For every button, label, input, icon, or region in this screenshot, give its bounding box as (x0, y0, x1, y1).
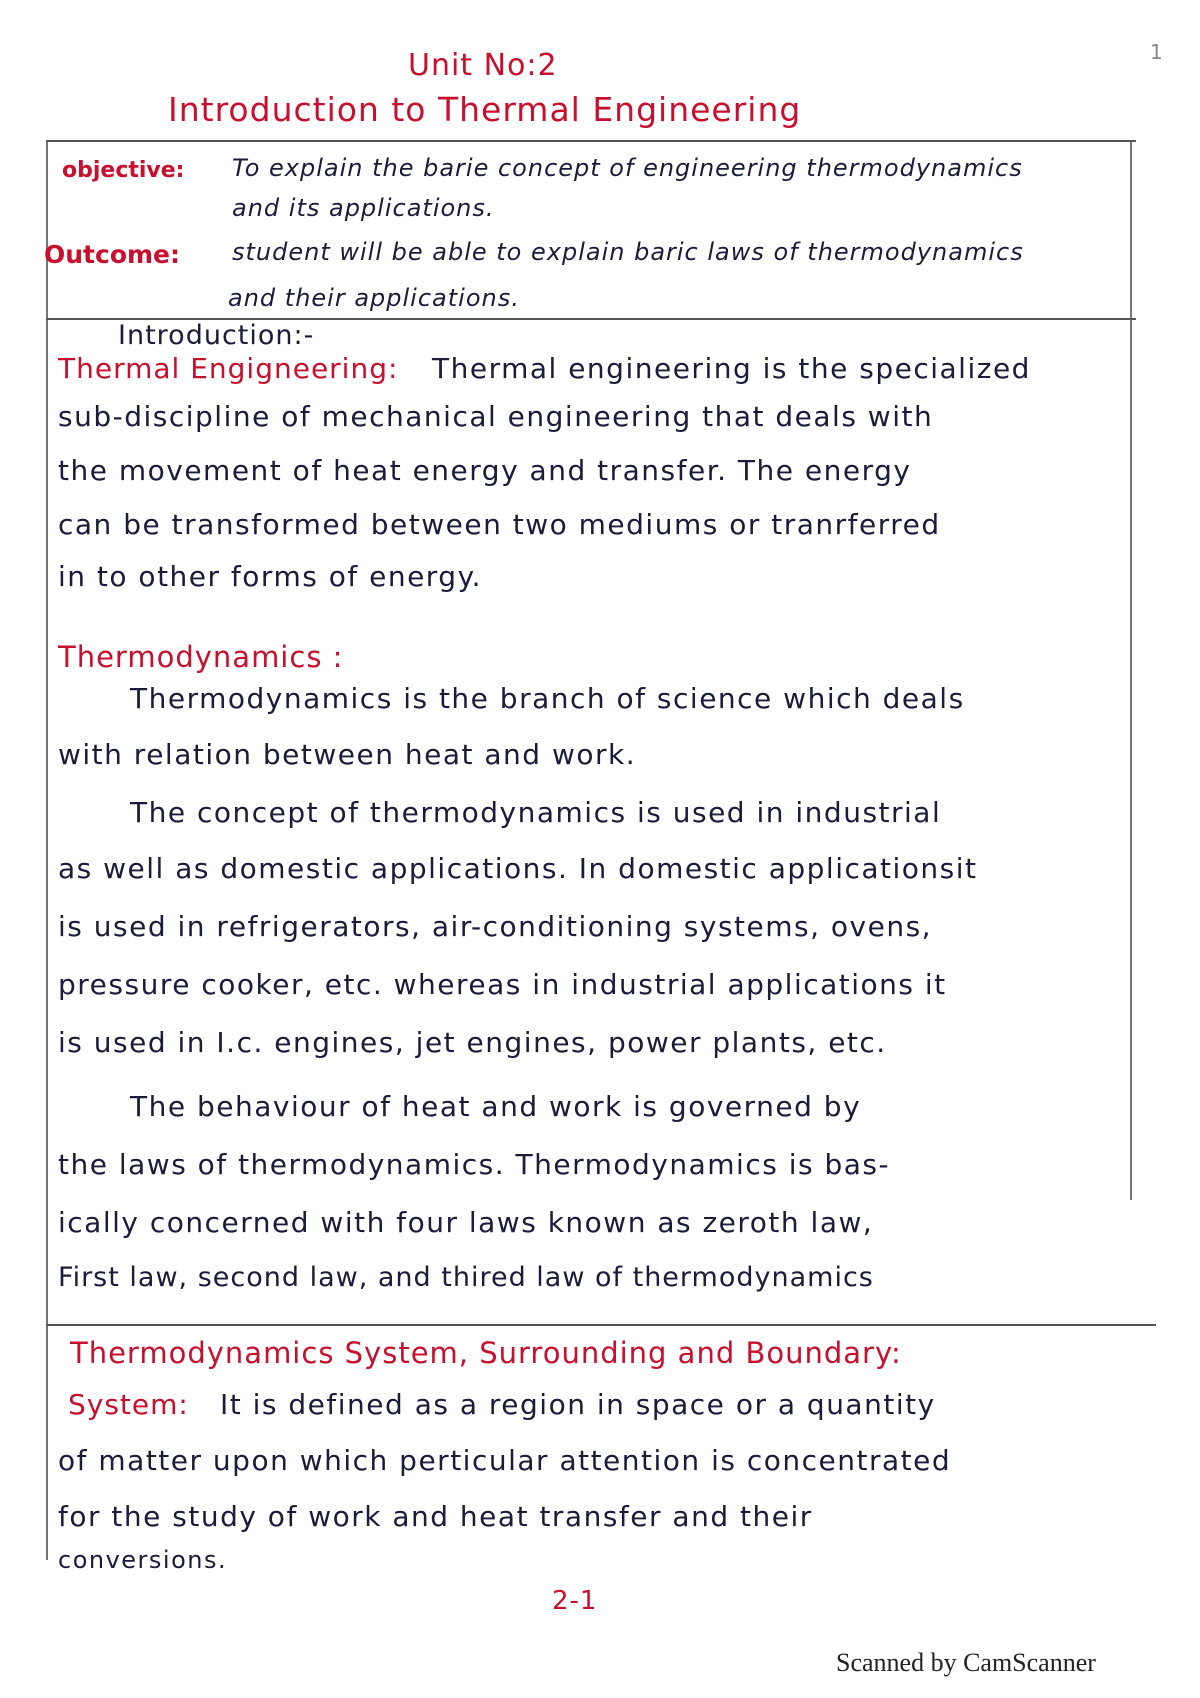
system-line: for the study of work and heat transfer and their (58, 1500, 813, 1533)
page-number: 2-1 (552, 1586, 598, 1616)
left-margin-line (46, 140, 48, 1560)
thermodynamics-line: is used in I.c. engines, jet engines, power plants, etc. (58, 1026, 887, 1059)
thermodynamics-line: The behaviour of heat and work is governed by (130, 1090, 862, 1123)
system-term: System: (68, 1388, 189, 1421)
thermodynamics-line: First law, second law, and thired law of thermodynamics (58, 1262, 874, 1293)
system-section-heading: Thermodynamics System, Surrounding and Boundary: (70, 1336, 902, 1370)
intro-line: in to other forms of energy. (58, 560, 483, 593)
system-line: conversions. (58, 1546, 228, 1574)
outcome-label: Outcome: (44, 240, 180, 269)
thermodynamics-line: is used in refrigerators, air-conditioning systems, ovens, (58, 910, 933, 943)
thermodynamics-line: The concept of thermodynamics is used in industrial (130, 796, 942, 829)
objective-label: objective: (62, 158, 185, 183)
intro-line: sub-discipline of mechanical engineering that deals with (58, 400, 934, 433)
outcome-line: student will be able to explain baric laws of thermodynamics (232, 238, 1024, 266)
thermodynamics-line: ically concerned with four laws known as zeroth law, (58, 1206, 874, 1239)
thermodynamics-line: pressure cooker, etc. whereas in industrial applications it (58, 968, 947, 1001)
intro-line: can be transformed between two mediums or tranrferred (58, 508, 941, 541)
scanner-watermark: Scanned by CamScanner (836, 1648, 1096, 1677)
introduction-heading: Introduction:- (118, 320, 315, 351)
unit-number: Unit No:2 (408, 48, 558, 83)
page-title: Introduction to Thermal Engineering (168, 90, 802, 129)
system-line: It is defined as a region in space or a quantity (220, 1388, 936, 1421)
rule-under-thermodynamics (46, 1324, 1156, 1326)
system-line: of matter upon which perticular attention is concentrated (58, 1444, 952, 1477)
corner-mark: 1 (1150, 40, 1163, 64)
outcome-line: and their applications. (228, 284, 520, 312)
rule-under-title (46, 140, 1136, 142)
right-margin-line (1130, 140, 1132, 1200)
thermodynamics-line: the laws of thermodynamics. Thermodynamics is bas- (58, 1148, 891, 1181)
thermodynamics-line: as well as domestic applications. In domestic applicationsit (58, 852, 978, 885)
intro-line: the movement of heat energy and transfer. The energy (58, 454, 912, 487)
thermodynamics-line: Thermodynamics is the branch of science which deals (130, 682, 965, 715)
objective-line: and its applications. (232, 194, 495, 222)
intro-line: Thermal engineering is the specialized (432, 352, 1031, 385)
thermodynamics-heading: Thermodynamics : (58, 640, 344, 674)
thermodynamics-line: with relation between heat and work. (58, 738, 637, 771)
objective-line: To explain the barie concept of engineering thermodynamics (232, 154, 1023, 182)
thermal-engineering-term: Thermal Engigneering: (58, 352, 399, 385)
